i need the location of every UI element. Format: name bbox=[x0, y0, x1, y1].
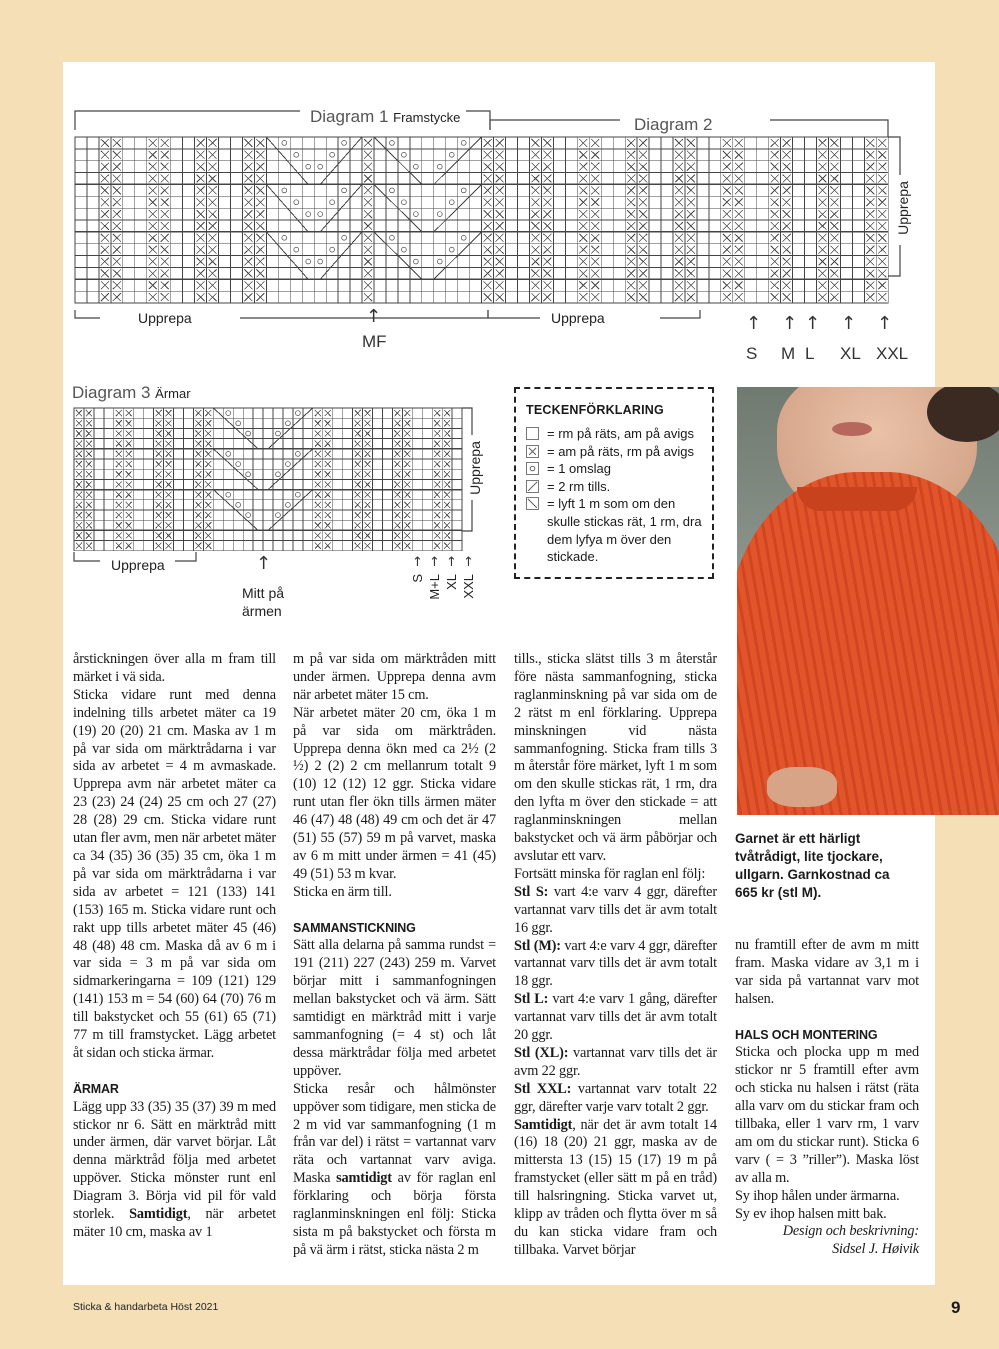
arrow-up-icon: ↑ bbox=[412, 555, 423, 570]
right-slant-square-icon bbox=[526, 480, 539, 493]
chart-grid bbox=[75, 137, 888, 303]
paragraph: m på var sida om märktråden mitt under ärmen. Upprepa denna avm när arbetet mäter 15 cm. bbox=[293, 651, 496, 703]
paragraph: nu framtill efter de avm m mitt fram. Maska vidare av 3,1 m i var sida på vartannat varv mot halsen. bbox=[735, 937, 919, 1007]
diagram-1-title: Diagram 1 Framstycke bbox=[304, 107, 466, 127]
orange-sweater bbox=[737, 472, 999, 815]
size-marker-s bbox=[410, 556, 425, 600]
paragraph: Samtidigt, när det är avm totalt 14 (16) 18 (20) 21 ggr, maska av de mittersta 13 (15) 15 (17) 19 m på framstycket (eller sätt m på en tråd) till halsringning. Sticka varvet ut, klipp av tråden och flytta över m så du kan sticka vidare fram och tillbaka. Varvet börjar bbox=[514, 1116, 717, 1258]
paragraph: tills., sticka slätst tills 3 m återstår före nästa sammanfogning, sticka raglanminskning på var sida om de 2 rätst m enl förklaring. Upprepa minskningen vid nästa sammanfogning. Sticka fram tills 3 m återstår före märket, lyft 1 m som om den skulle stickas rät, 1 rm, dra den lyfta m över den stickade = att raglanminskningen mellan bakstycket och vä ärm påbörjar och avslutar ett varv. bbox=[514, 651, 717, 864]
section-heading-sammanstickning: SAMMANSTICKNING bbox=[293, 920, 416, 935]
circle-square-icon bbox=[526, 462, 539, 475]
repeat-label-vertical-d3: Upprepa bbox=[466, 441, 483, 495]
mf-label: MF bbox=[362, 332, 387, 351]
legend-item: = am på räts, rm på avigs bbox=[526, 443, 712, 461]
arrow-up-icon: ↑ bbox=[805, 313, 821, 334]
text-column-1 bbox=[73, 651, 276, 1242]
paragraph: Sy ihop hålen under ärmarna. bbox=[735, 1187, 900, 1204]
paragraph: Stl XXL: vartannat varv totalt 22 ggr, därefter varje varv totalt 2 ggr. bbox=[514, 1080, 717, 1115]
page-number: 9 bbox=[951, 1298, 961, 1317]
size-label: XL bbox=[840, 344, 861, 363]
size-marker-xxl bbox=[461, 556, 476, 600]
sweater-neckline bbox=[797, 487, 917, 511]
size-label: S bbox=[746, 344, 758, 363]
symbol-legend bbox=[514, 387, 714, 579]
size-label: M+L bbox=[427, 574, 442, 600]
legend-title: TECKENFÖRKLARING bbox=[526, 403, 664, 417]
model-photo bbox=[737, 387, 999, 815]
paragraph: Sticka vidare runt med denna indelning tills arbetet mäter ca 19 (19) 20 (20) 21 cm. Maska av 1 m på var sida om märktrådarna i var sida av arbetet = 4 m avmaskade. Upprepa avm när arbetet mäter ca 23 (23) 24 (24) 25 cm och 27 (27) 28 (28) 29 cm. Sticka vidare runt utan fler avm, men när arbetet mäter ca 34 (35) 36 (35) 35 cm, öka 1 m på var sida om märktrådarna i var sida av arbetet = 121 (133) 141 (153) 165 m. Sticka vidare runt och rakt upp tills arbetet mäter 45 (46) 48 (48) 48 cm. Maska då av 6 m i var sida = 3 m på var sida om sidmarkeringarna = 109 (121) 129 (141) 153 m = 54 (60) 64 (70) 76 m till bakstycket och 55 (61) 65 (71) 77 m till framstycket. Lägg arbetet åt sidan och sticka ärmar. bbox=[73, 686, 276, 1061]
arrow-up-icon: ↑ bbox=[366, 306, 382, 327]
section-heading-armar: ÄRMAR bbox=[73, 1081, 119, 1096]
paragraph: Lägg upp 33 (35) 35 (37) 39 m med stickor nr 6. Sätt en märktråd mitt under ärmen, där varvet börjar. Låt denna märktråd följa med arbetet uppöver. Sticka mönster runt enl Diagram 3. Börja vid pil för vald storlek. Samtidigt, när arbetet mäter 10 cm, maska av 1 bbox=[73, 1098, 276, 1240]
sleeve-size-markers bbox=[410, 556, 476, 600]
arrow-up-icon: ↑ bbox=[256, 553, 272, 574]
repeat-label-vertical-d2: Upprepa bbox=[894, 181, 911, 235]
paragraph: Sy ev ihop halsen mitt bak. bbox=[735, 1205, 887, 1222]
size-marker-xl bbox=[444, 556, 459, 600]
empty-square-icon bbox=[526, 427, 539, 440]
paragraph: Fortsätt minska för raglan enl följ: bbox=[514, 865, 706, 882]
paragraph: årstickningen över alla m fram till märket i vä sida. bbox=[73, 651, 276, 685]
lips bbox=[832, 422, 872, 436]
text-column-3 bbox=[514, 651, 717, 1260]
size-label: L bbox=[805, 344, 815, 363]
legend-item: = 2 rm tills. bbox=[526, 478, 712, 496]
size-marker-m-l bbox=[427, 556, 442, 600]
diagram-3-title: Diagram 3 Ärmar bbox=[68, 383, 195, 403]
left-slant-square-icon bbox=[526, 497, 539, 510]
size-label: M bbox=[781, 344, 796, 363]
diagram-2-title: Diagram 2 bbox=[628, 115, 718, 135]
photo-caption: Garnet är ett härligt tvåtrådigt, lite tjockare, ullgarn. Garnkostnad ca 665 kr (stl M). bbox=[735, 831, 890, 900]
paragraph: Sätt alla delarna på samma rundst = 191 (211) 227 (243) 259 m. Varvet börjar mitt i sammanfogningen mellan bakstycket och vä ärm. Sätt samtidigt en märktråd mitt i varje sammanfogning (= 4 st) och låt dessa märktrådar följa med arbetet uppöver. bbox=[293, 937, 496, 1079]
credit-author: Sidsel J. Høivik bbox=[832, 1241, 919, 1258]
arrow-up-icon: ↑ bbox=[463, 555, 474, 570]
footer-publication: Sticka & handarbeta Höst 2021 bbox=[73, 1301, 219, 1313]
arrow-up-icon: ↑ bbox=[429, 555, 440, 570]
size-label: XXL bbox=[876, 344, 909, 363]
arrow-up-icon: ↑ bbox=[746, 313, 762, 334]
section-heading-hals: HALS OCH MONTERING bbox=[735, 1027, 878, 1042]
credit-line: Design och beskrivning: bbox=[782, 1223, 919, 1240]
size-label: XXL bbox=[461, 574, 476, 599]
repeat-label-d3: Upprepa bbox=[111, 557, 165, 573]
repeat-label-d1: Upprepa bbox=[138, 310, 192, 326]
paragraph: När arbetet mäter 20 cm, öka 1 m på var sida om märktråden. Upprepa denna ökn med ca 2½ (2 ½) 2 (2) 2 cm mellanrum totalt 9 (10) 12 (12) 12 ggr. Sticka vidare runt utan fler ökn tills ärmen mäter 46 (47) 48 (48) 49 cm och det är 47 (51) 55 (57) 59 m på varvet, maska av 6 m mitt under ärmen = 41 (45) 49 (51) 53 m kvar. bbox=[293, 704, 496, 882]
sleeve-center-label: Mitt på ärmen bbox=[242, 585, 285, 619]
hand bbox=[767, 767, 837, 807]
legend-item: = lyft 1 m som om den skulle stickas rät, 1 rm, dra dem lyfya m över den stickade. bbox=[526, 495, 712, 565]
repeat-label-d2: Upprepa bbox=[551, 310, 605, 326]
chart-grid bbox=[74, 408, 462, 551]
paragraph: Stl (XL): vartannat varv tills det är avm 22 ggr. bbox=[514, 1044, 717, 1079]
legend-item: = 1 omslag bbox=[526, 460, 712, 478]
x-square-icon bbox=[526, 445, 539, 458]
arrow-up-icon: ↑ bbox=[877, 313, 893, 334]
text-column-2 bbox=[293, 651, 496, 1260]
paragraph: Sticka och plocka upp m med stickor nr 5 framtill efter avm och sticka nu halsen i rätst (räta alla varv om du stickar fram och tillbaka, eller 1 varv rm, 1 varv am om du stickar runt). Sticka 6 varv ( = 3 ”riller”). Maska löst av alla m. bbox=[735, 1044, 919, 1186]
arrow-up-icon: ↑ bbox=[446, 555, 457, 570]
paragraph: Stl S: vart 4:e varv 4 ggr, därefter vartannat varv tills det är avm totalt 16 ggr. bbox=[514, 883, 717, 936]
size-label: S bbox=[410, 574, 425, 583]
arrow-up-icon: ↑ bbox=[841, 313, 857, 334]
legend-item: = rm på räts, am på avigs bbox=[526, 425, 712, 443]
paragraph: Stl (M): vart 4:e varv 4 ggr, därefter vartannat varv tills det är avm totalt 18 ggr. bbox=[514, 937, 717, 990]
paragraph: Sticka en ärm till. bbox=[293, 883, 392, 900]
paragraph: Sticka resår och hålmönster uppöver som tidigare, men sticka de 2 m vid var sammanfogning (1 m från var del) i rätst = vartannat varv räta och vartannat varv aviga. Maska samtidigt av för raglan enl förklaring och börja första raglanminskningen enl följ: Sticka sista m på bakstycket och första m på vä ärm i rätst, sticka nästa 2 m bbox=[293, 1080, 496, 1258]
paragraph: Stl L: vart 4:e varv 1 gång, därefter vartannat varv tills det är avm totalt 20 ggr. bbox=[514, 991, 717, 1044]
text-column-4 bbox=[735, 937, 919, 1259]
size-label: XL bbox=[444, 574, 459, 590]
arrow-up-icon: ↑ bbox=[782, 313, 798, 334]
